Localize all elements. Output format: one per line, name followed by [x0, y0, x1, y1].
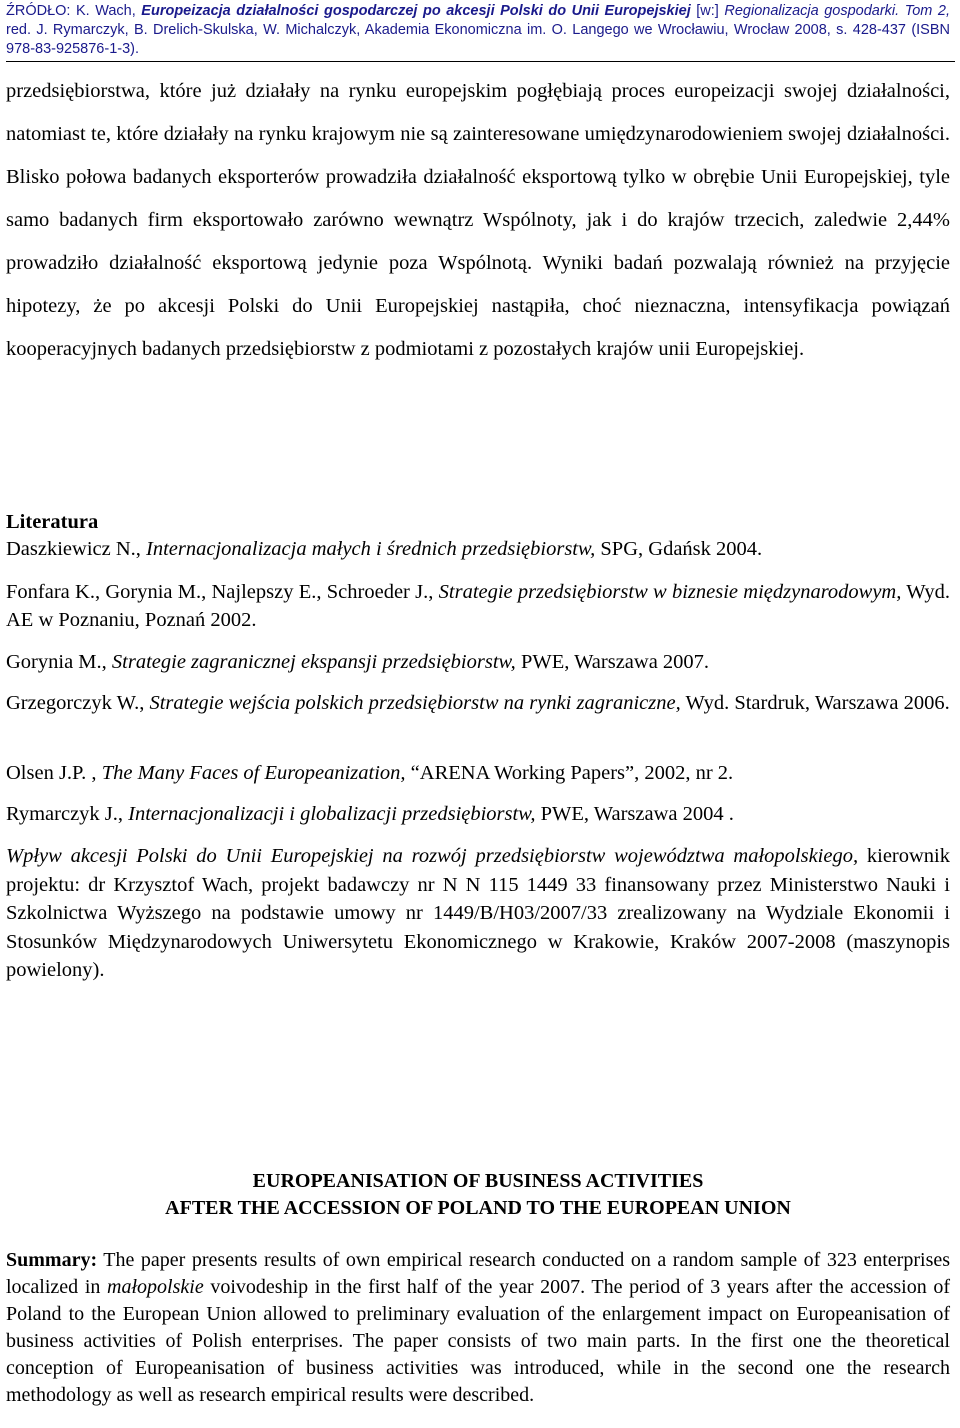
reference-item — [6, 648, 950, 676]
reference-authors: Grzegorczyk W., — [6, 692, 145, 714]
summary-text-part-2: voivodeship in the first half of the year 2007. The period of 3 years after the accession of Poland to the European Union allowed to preliminary evaluation of the enlargement impact on Europeanisation of business activities of Polish enterprises. The paper consists of two main parts. In the first one the theoretical conception of Europeanisation of business activities was introduced, while in the second one the research methodology as well as research empirical results were described. — [6, 1276, 951, 1406]
reference-authors: Olsen J.P. , — [6, 762, 97, 784]
reference-title: Wpływ akcesji Polski do Unii Europejskiej na rozwój przedsiębiorstw województwa małopolskiego, — [6, 845, 859, 867]
reference-title: Strategie przedsiębiorstw w biznesie międzynarodowym, — [438, 581, 902, 603]
reference-item — [6, 689, 950, 717]
reference-title: Strategie wejścia polskich przedsiębiorstw na rynki zagraniczne, — [149, 692, 681, 714]
source-details: red. J. Rymarczyk, B. Drelich-Skulska, W. Michalczyk, Akademia Ekonomiczna im. O. Langego we Wrocławiu, Wrocław 2008, s. 428-437 (ISBN 978-83-925876-1-3). — [6, 22, 950, 57]
reference-publisher: Wyd. AE w Poznaniu, Poznań 2002. — [6, 581, 951, 631]
reference-item — [6, 578, 950, 634]
reference-publisher: PWE, Warszawa 2004 . — [540, 803, 734, 825]
reference-authors: Fonfara K., Gorynia M., Najlepszy E., Schroeder J., — [6, 581, 434, 603]
summary-text-part-1: The paper presents results of own empirical research conducted on a random sample of 323 enterprises localized in — [6, 1249, 951, 1298]
source-label: ŹRÓDŁO: — [6, 3, 71, 19]
reference-title: Strategie zagranicznej ekspansji przedsiębiorstw, — [111, 651, 516, 673]
source-note — [6, 2, 950, 59]
english-summary — [6, 1247, 950, 1409]
literature-heading: Literatura — [6, 511, 99, 533]
english-title-line-2: AFTER THE ACCESSION OF POLAND TO THE EUROPEAN UNION — [165, 1197, 791, 1219]
reference-authors: Rymarczyk J., — [6, 803, 124, 825]
reference-item — [6, 842, 950, 985]
reference-title: The Many Faces of Europeanization, — [101, 762, 406, 784]
english-title — [6, 1168, 950, 1222]
summary-label: Summary: — [6, 1249, 98, 1271]
reference-item — [6, 800, 950, 828]
body-paragraph: przedsiębiorstwa, które już działały na rynku europejskim pogłębiają proces europeizacji swojej działalności, natomiast te, które działały na rynku krajowym nie są zainteresowane umiędzynarodowieniem swojej działalności. Blisko połowa badanych eksporterów prowadziła działalność eksportową tylko w obrębie Unii Europejskiej, tyle samo badanych firm eksportowało zarówno wewnątrz Wspólnoty, jak i do krajów trzecich, zaledwie 2,44% prowadziło działalność eksportową jedynie poza Wspólnotą. Wyniki badań pozwalają również na przyjęcie hipotezy, że po akcesji Polski do Unii Europejskiej nastąpiła, choć nieznaczna, intensyfikacja powiązań kooperacyjnych badanych przedsiębiorstw z podmiotami z pozostałych krajów unii Europejskiej. — [6, 80, 950, 360]
reference-details: kierownik projektu: dr Krzysztof Wach, projekt badawczy nr N N 115 1449 33 finansowany przez Ministerstwo Nauki i Szkolnictwa Wyższego na podstawie umowy nr 1449/B/H03/2007/33 zrealizowany na Wydziale Ekonomii i Stosunków Międzynarodowych Uniwersytetu Ekonomicznego w Krakowie, Kraków 2007-2008 (maszynopis powielony). — [6, 845, 950, 981]
source-authors: K. Wach, — [75, 3, 136, 19]
reference-authors: Daszkiewicz N., — [6, 538, 141, 560]
reference-publisher: PWE, Warszawa 2007. — [520, 651, 710, 673]
source-book: Regionalizacja gospodarki. Tom 2, — [724, 3, 950, 19]
reference-title: Internacjonalizacji i globalizacji przedsiębiorstw, — [128, 803, 536, 825]
source-in: [w:] — [696, 3, 719, 19]
english-title-line-1: EUROPEANISATION OF BUSINESS ACTIVITIES — [252, 1170, 704, 1192]
reference-authors: Gorynia M., — [6, 651, 107, 673]
reference-item — [6, 535, 950, 563]
reference-publisher: “ARENA Working Papers”, 2002, nr 2. — [410, 762, 734, 784]
source-title: Europeizacja działalności gospodarczej po akcesji Polski do Unii Europejskiej — [141, 3, 691, 19]
summary-italic-term: małopolskie — [107, 1276, 204, 1298]
reference-publisher: SPG, Gdańsk 2004. — [600, 538, 763, 560]
header-divider — [6, 61, 955, 62]
reference-item — [6, 759, 950, 787]
reference-publisher: Wyd. Stardruk, Warszawa 2006. — [685, 692, 950, 714]
reference-title: Internacjonalizacja małych i średnich przedsiębiorstw, — [146, 538, 596, 560]
